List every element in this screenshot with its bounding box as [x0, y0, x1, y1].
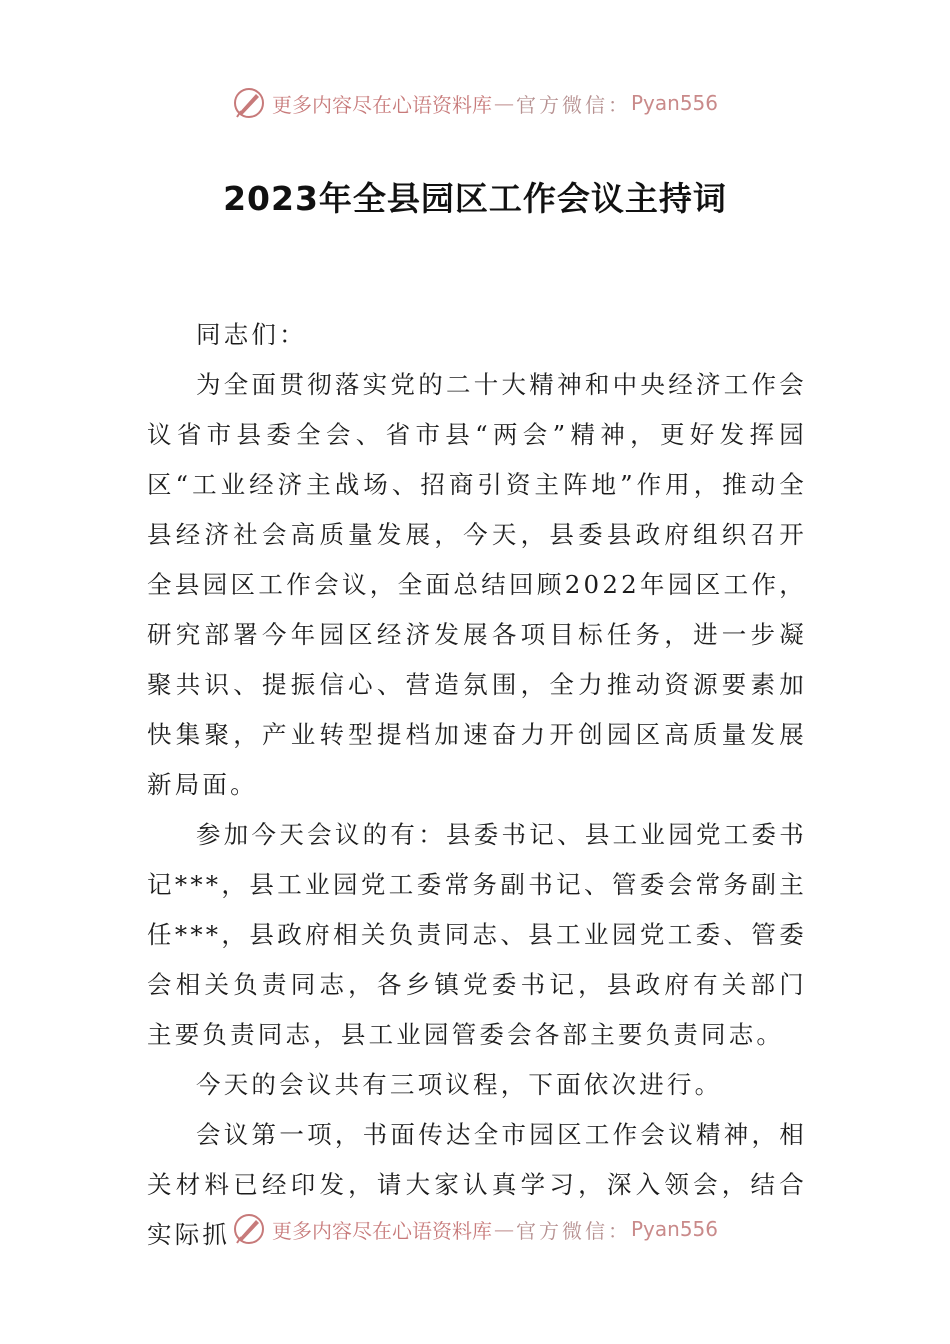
quill-logo-icon: [232, 1212, 266, 1246]
watermark-official-label: 官方微信：: [515, 1218, 631, 1243]
document-body: [147, 310, 807, 1260]
watermark-wechat-id: Pyan556: [630, 1217, 718, 1241]
watermark-brand: 更多内容尽在心语资料库: [271, 1218, 492, 1243]
header-watermark: [0, 83, 950, 123]
watermark-separator: —: [493, 91, 514, 115]
paragraph-attendees: 参加今天会议的有：县委书记、县工业园党工委书记***，县工业园党工委常务副书记、管委会常务副主任***，县政府相关负责同志、县工业园党工委、管委会相关负责同志，各乡镇党委书记，县政府有关部门主要负责同志，县工业园管委会各部主要负责同志。: [147, 820, 807, 1049]
paragraph-salutation: 同志们：: [196, 320, 307, 349]
watermark-wechat-id: Pyan556: [630, 91, 718, 115]
footer-watermark: [0, 1209, 950, 1249]
paragraph-purpose: 为全面贯彻落实党的二十大精神和中央经济工作会议省市县委全会、省市县“两会”精神，更好发挥园区“工业经济主战场、招商引资主阵地”作用，推动全县经济社会高质量发展，今天，县委县政府组织召开全县园区工作会议，全面总结回顾2022年园区工作，研究部署今年园区经济发展各项目标任务，进一步凝聚共识、提振信心、营造氛围，全力推动资源要素加快集聚，产业转型提档加速奋力开创园区高质量发展新局面。: [147, 370, 807, 799]
watermark-brand: 更多内容尽在心语资料库: [271, 92, 492, 117]
document-title: 2023年全县园区工作会议主持词: [223, 179, 727, 218]
paragraph-item-one: 会议第一项，书面传达全市园区工作会议精神，相关材料已经印发，请大家认真学习，深入领会，结合实际抓: [147, 1120, 807, 1249]
watermark-official-label: 官方微信：: [515, 92, 631, 117]
watermark-separator: —: [493, 1217, 514, 1241]
paragraph-agenda: 今天的会议共有三项议程，下面依次进行。: [196, 1070, 723, 1099]
quill-logo-icon: [232, 86, 266, 120]
